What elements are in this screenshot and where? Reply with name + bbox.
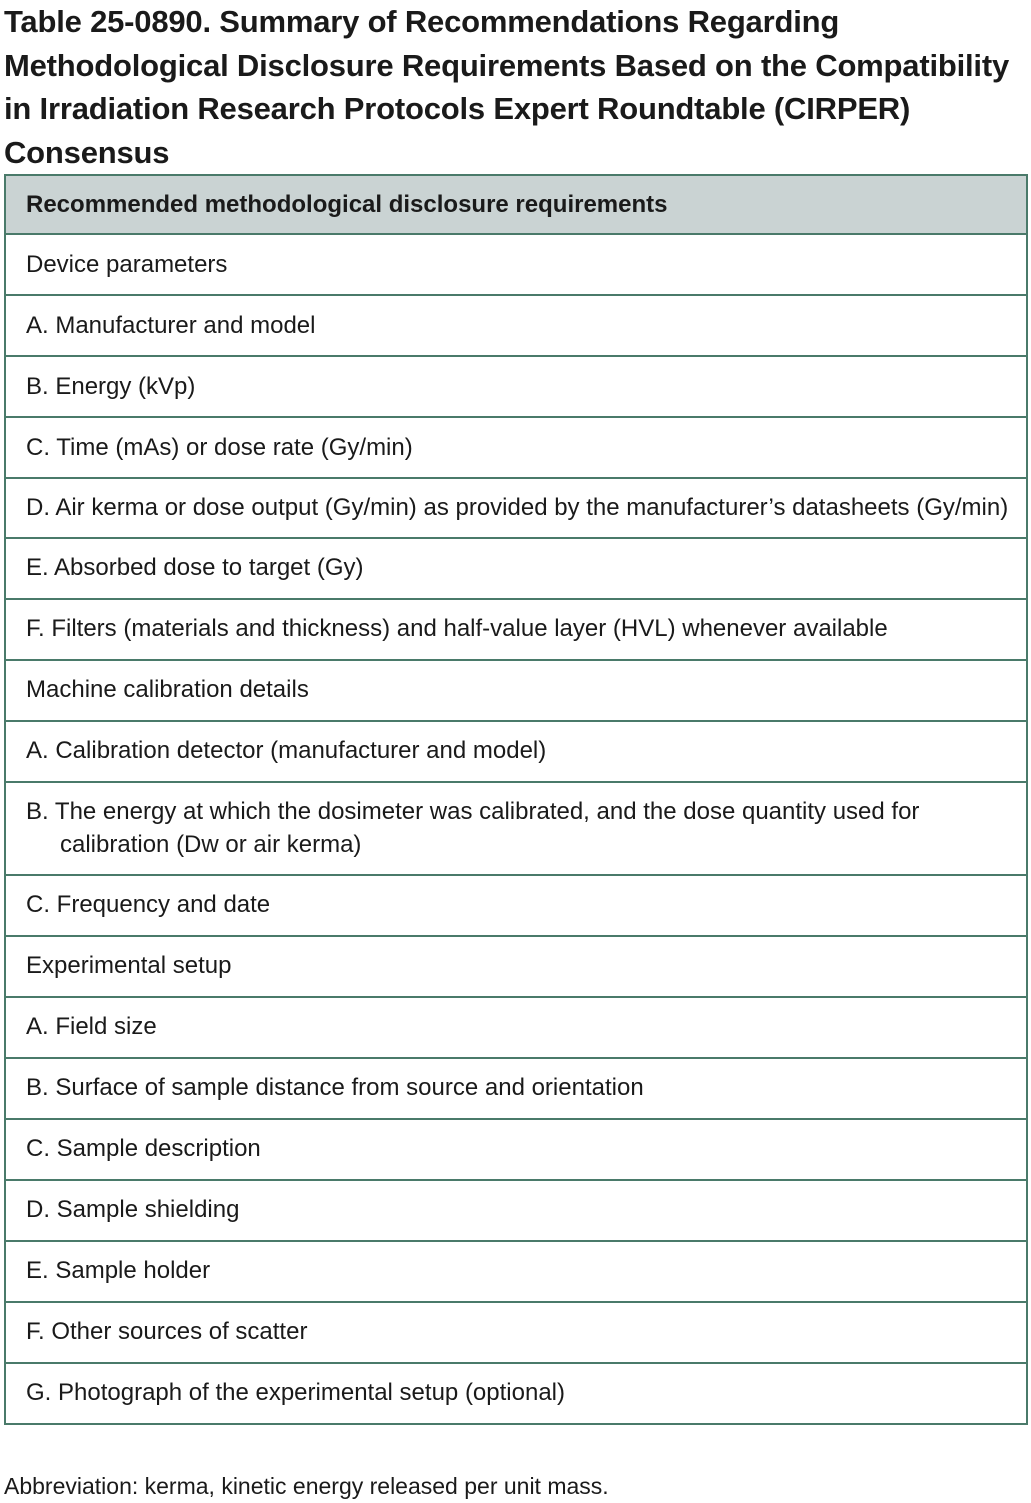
table-row	[5, 660, 1027, 721]
table-row	[5, 1241, 1027, 1302]
table-row	[5, 234, 1027, 295]
table-row	[5, 417, 1027, 478]
table-cell	[5, 356, 1027, 417]
table-cell-section	[5, 234, 1027, 295]
row-text: F. Filters (materials and thickness) and half-value layer (HVL) whenever available	[26, 615, 888, 643]
table-header-cell: Recommended methodological disclosure requirements	[5, 175, 1027, 234]
table-cell	[5, 1180, 1027, 1241]
table-cell	[5, 295, 1027, 356]
table-row	[5, 782, 1027, 875]
table-cell	[5, 478, 1027, 538]
table-row	[5, 295, 1027, 356]
table-row	[5, 356, 1027, 417]
row-text: B. Surface of sample distance from source and orientation	[26, 1074, 644, 1102]
table-cell	[5, 721, 1027, 782]
table-row	[5, 1302, 1027, 1363]
table-cell	[5, 997, 1027, 1058]
table-cell	[5, 417, 1027, 478]
table-cell	[5, 599, 1027, 660]
row-text: D. Air kerma or dose output (Gy/min) as provided by the manufacturer’s datasheets (Gy/min)	[26, 494, 1009, 521]
row-text: F. Other sources of scatter	[26, 1318, 308, 1346]
row-text: Experimental setup	[26, 952, 232, 980]
table-cell-section	[5, 936, 1027, 997]
recommendations-table	[4, 174, 1028, 1425]
table-row	[5, 1058, 1027, 1119]
table-row	[5, 997, 1027, 1058]
row-text: G. Photograph of the experimental setup (optional)	[26, 1379, 565, 1407]
table-row	[5, 1180, 1027, 1241]
table-cell	[5, 782, 1027, 875]
row-text: B. The energy at which the dosimeter was calibrated, and the dose quantity used for calibration (Dw or air kerma)	[26, 797, 920, 859]
table-row	[5, 1363, 1027, 1424]
table-row	[5, 936, 1027, 997]
table-title: Table 25-0890. Summary of Recommendations Regarding Methodological Disclosure Requirements Based on the Compatibility in Irradiation Research Protocols Expert Roundtable (CIRPER) Consensus	[4, 4, 1009, 170]
row-text: Machine calibration details	[26, 676, 309, 704]
table-cell	[5, 538, 1027, 599]
row-text: C. Frequency and date	[26, 891, 271, 919]
row-text: A. Field size	[26, 1013, 157, 1041]
row-text: Device parameters	[26, 250, 228, 278]
footnote: Abbreviation: kerma, kinetic energy released per unit mass.	[4, 1473, 609, 1499]
table-row	[5, 478, 1027, 538]
table-container	[4, 174, 1028, 1425]
table-cell	[5, 1119, 1027, 1180]
table-cell	[5, 1302, 1027, 1363]
row-text: E. Sample holder	[26, 1257, 211, 1285]
row-text: C. Time (mAs) or dose rate (Gy/min)	[26, 433, 413, 461]
table-row	[5, 1119, 1027, 1180]
table-row	[5, 721, 1027, 782]
row-text: A. Calibration detector (manufacturer and model)	[26, 737, 547, 765]
table-row	[5, 538, 1027, 599]
table-cell	[5, 1241, 1027, 1302]
row-text: B. Energy (kVp)	[26, 372, 196, 400]
table-row	[5, 599, 1027, 660]
table-cell	[5, 875, 1027, 936]
row-text: E. Absorbed dose to target (Gy)	[26, 554, 364, 582]
table-cell-section	[5, 660, 1027, 721]
table-cell	[5, 1058, 1027, 1119]
table-header-row	[5, 175, 1027, 234]
row-text: A. Manufacturer and model	[26, 311, 316, 339]
row-text: C. Sample description	[26, 1135, 261, 1163]
table-row	[5, 875, 1027, 936]
row-text: D. Sample shielding	[26, 1196, 240, 1224]
table-cell	[5, 1363, 1027, 1424]
